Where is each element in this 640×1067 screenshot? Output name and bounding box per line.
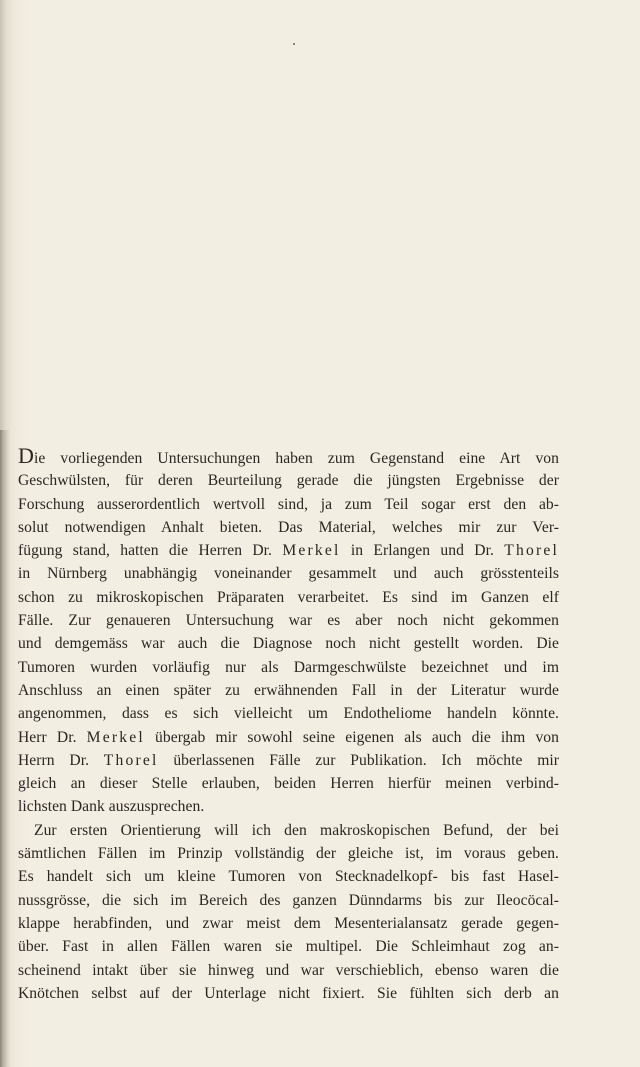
text-line [18,562,559,585]
line-text: Forschung ausserordentlich wertvoll sind, ja zum Teil sogar erst den ab- [18,495,559,513]
text-line [18,865,559,888]
text-line [18,749,559,772]
text-line [18,632,559,655]
line-text: in Erlangen und Dr. [340,542,505,560]
line-text: über. Fast in allen Fällen waren sie multipel. Die Schleimhaut zog an- [18,938,559,956]
line-text: und demgemäss war auch die Diagnose noch nicht gestellt worden. Die [18,635,559,653]
text-line [18,982,559,1005]
text-line [18,469,559,492]
line-text: Zur ersten Orientierung will ich den makroskopischen Befund, der bei [34,821,559,839]
line-text: Anschluss an einen später zu erwähnenden Fall in der Literatur wurde [18,681,559,699]
line-text: Tumoren wurden vorläufig nur als Darmgeschwülste bezeichnet und im [18,658,559,676]
line-text: Herr Dr. [18,728,87,746]
binding-shadow [0,430,10,1067]
line-text: Fälle. Zur genaueren Untersuchung war es aber noch nicht gekommen [18,612,559,630]
text-line [18,889,559,912]
ink-speck [293,43,295,45]
text-line [18,702,559,725]
text-line [18,443,559,469]
line-text: Geschwülsten, für deren Beurteilung gerade die jüngsten Ergebnisse der [18,472,559,490]
line-text: sämtlichen Fällen im Prinzip vollständig der gleiche ist, im voraus geben. [18,845,559,863]
text-line [18,912,559,935]
line-text: Herrn Dr. [18,751,104,769]
text-line [18,819,559,842]
line-text: Es handelt sich um kleine Tumoren von Stecknadelkopf- bis fast Hasel- [18,868,559,886]
text-line [18,493,559,516]
text-line [18,656,559,679]
line-text: nussgrösse, die sich im Bereich des ganzen Dünndarms bis zur Ileocöcal- [18,891,559,909]
text-line [18,772,559,795]
text-line [18,539,559,562]
line-text: lichsten Dank auszusprechen. [18,798,205,816]
line-text: ie vorliegenden Untersuchungen haben zum Gegenstand eine Art von [33,450,559,467]
person-name: Merkel [282,542,341,560]
drop-cap: D [18,443,34,468]
line-text: klappe herabfinden, und zwar meist dem Mesenterialansatz gerade gegen- [18,914,559,932]
text-line [18,959,559,982]
line-text: übergab mir sowohl seine eigenen als auch die ihm von [144,728,559,746]
line-text: in Nürnberg unabhängig voneinander gesammelt und auch grösstenteils [18,565,559,583]
text-line [18,679,559,702]
text-line [18,795,559,818]
body-text [18,443,560,1005]
person-name: Merkel [86,728,145,746]
person-name: Thorel [103,751,159,769]
line-text: schon zu mikroskopischen Präparaten verarbeitet. Es sind im Ganzen elf [18,588,559,606]
line-text: Knötchen selbst auf der Unterlage nicht fixiert. Sie fühlten sich derb an [18,984,559,1002]
text-line [18,609,559,632]
text-line [18,586,559,609]
text-line [18,516,559,539]
text-line [18,842,559,865]
text-line [18,726,559,749]
line-text: überlassenen Fälle zur Publikation. Ich möchte mir [158,751,560,769]
person-name: Thorel [504,542,559,560]
line-text: angenommen, dass es sich vielleicht um Endotheliome handeln könnte. [18,705,559,723]
line-text: fügung stand, hatten die Herren Dr. [18,542,283,560]
line-text: solut notwendigen Anhalt bieten. Das Material, welches mir zur Ver- [18,518,559,536]
line-text: scheinend intakt über sie hinweg und war verschieblich, ebenso waren die [18,961,559,979]
line-text: gleich an dieser Stelle erlauben, beiden Herren hierfür meinen verbind- [18,775,559,793]
text-line [18,935,559,958]
